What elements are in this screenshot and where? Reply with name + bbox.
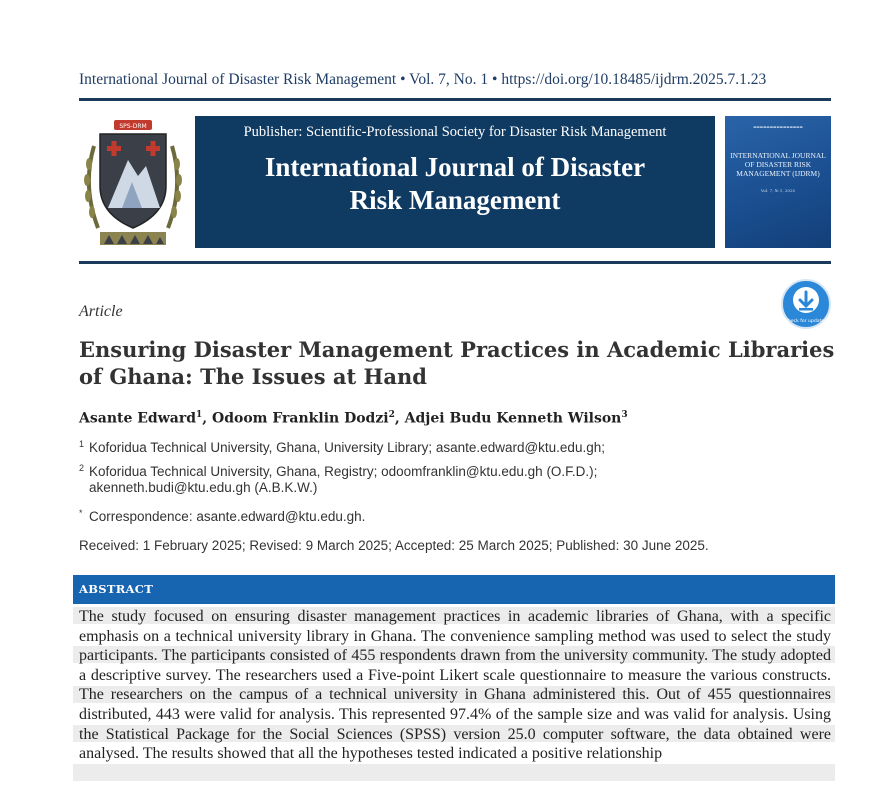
- doi-link[interactable]: https://doi.org/10.18485/ijdrm.2025.7.1.23: [501, 71, 767, 88]
- journal-name: International Journal of Disaster Risk Management: [79, 71, 397, 88]
- header-rule-bottom: [79, 261, 831, 264]
- affiliation-text: Koforidua Technical University, Ghana, University Library; asante.edward@ktu.edu.gh;: [89, 440, 605, 455]
- affiliation-1: 1 Koforidua Technical University, Ghana, University Library; asante.edward@ktu.edu.gh;: [79, 438, 605, 455]
- header-rule-top: [79, 98, 831, 101]
- author-sup: 1: [196, 410, 203, 420]
- banner-title-line2: Risk Management: [349, 185, 561, 215]
- article-type-label: Article: [79, 303, 123, 320]
- author-sup: 2: [388, 410, 395, 420]
- author-name: Odoom Franklin Dodzi: [212, 410, 389, 427]
- banner-title-line1: International Journal of Disaster: [264, 152, 646, 182]
- cover-title: INTERNATIONAL JOURNAL OF DISASTER RISK MANAGEMENT (IJDRM): [730, 151, 826, 178]
- abstract-text: The study focused on ensuring disaster management practices in academic libraries of Ghana, with a specific emphasis on a technical university library in Ghana. The convenience sampling method was used to select the study participants. The participants consisted of 455 respondents drawn from the university community. The study adopted a descriptive survey. The researchers used a Five-point Likert scale questionnaire to measure the various constructs. The researchers on the campus of a technical university in Ghana administered this. Out of 455 questionnaires distributed, 443 were valid for analysis. This represented 97.4% of the sample size and was valid for analysis. Using the Statistical Package for the Social Sciences (SPSS) version 25.0 computer software, the data obtained were analysed. The results showed that all the hypotheses tested indicated a positive relationship: [79, 608, 831, 763]
- check-for-updates-badge[interactable]: [780, 278, 832, 330]
- abstract-row-shade: [73, 764, 835, 781]
- paper-title: Ensuring Disaster Management Practices in Academic Libraries of Ghana: The Issues at Hand: [79, 337, 835, 389]
- abstract-heading: ABSTRACT: [73, 575, 835, 604]
- cover-top-strip: ▬▬▬▬▬▬▬▬▬▬▬▬▬▬▬: [753, 125, 803, 129]
- banner-journal-title: [195, 151, 715, 217]
- author-name: Adjei Budu Kenneth Wilson: [404, 410, 622, 427]
- publication-dates: Received: 1 February 2025; Revised: 9 March 2025; Accepted: 25 March 2025; Published: 30 June 2025.: [79, 538, 709, 553]
- logo-text: SPS-DRM: [119, 123, 147, 130]
- journal-cover-thumbnail: [725, 116, 831, 248]
- affiliation-text-continued: akenneth.budi@ktu.edu.gh (A.B.K.W.): [89, 480, 318, 495]
- author-list: Asante Edward$^1$, Odoom Franklin Dodzi$^2$, Adjei Budu Kenneth Wilson$^3$: [79, 410, 628, 427]
- author-sup: 3: [621, 410, 628, 420]
- check-updates-label: check for updates: [785, 319, 827, 324]
- separator: •: [400, 71, 406, 88]
- sps-drm-logo: [80, 116, 186, 248]
- author-name: Asante Edward: [79, 410, 196, 427]
- volume-issue: Vol. 7, No. 1: [409, 71, 489, 88]
- separator: •: [492, 71, 498, 88]
- correspondence: * Correspondence: asante.edward@ktu.edu.gh.: [79, 507, 366, 524]
- affiliation-text: Koforidua Technical University, Ghana, Registry; odoomfranklin@ktu.edu.gh (O.F.D.);: [89, 464, 598, 479]
- affiliation-2: 2 Koforidua Technical University, Ghana, Registry; odoomfranklin@ktu.edu.gh (O.F.D.); akenneth.budi@ktu.edu.gh (A.B.K.W.): [79, 462, 598, 495]
- journal-banner: [195, 116, 715, 248]
- publisher-line: Publisher: Scientific-Professional Society for Disaster Risk Management: [243, 124, 667, 140]
- correspondence-text: Correspondence: asante.edward@ktu.edu.gh.: [89, 509, 366, 524]
- journal-citation-line: [79, 71, 766, 89]
- cover-volume: Vol. 7, № 1, 2025: [760, 188, 796, 193]
